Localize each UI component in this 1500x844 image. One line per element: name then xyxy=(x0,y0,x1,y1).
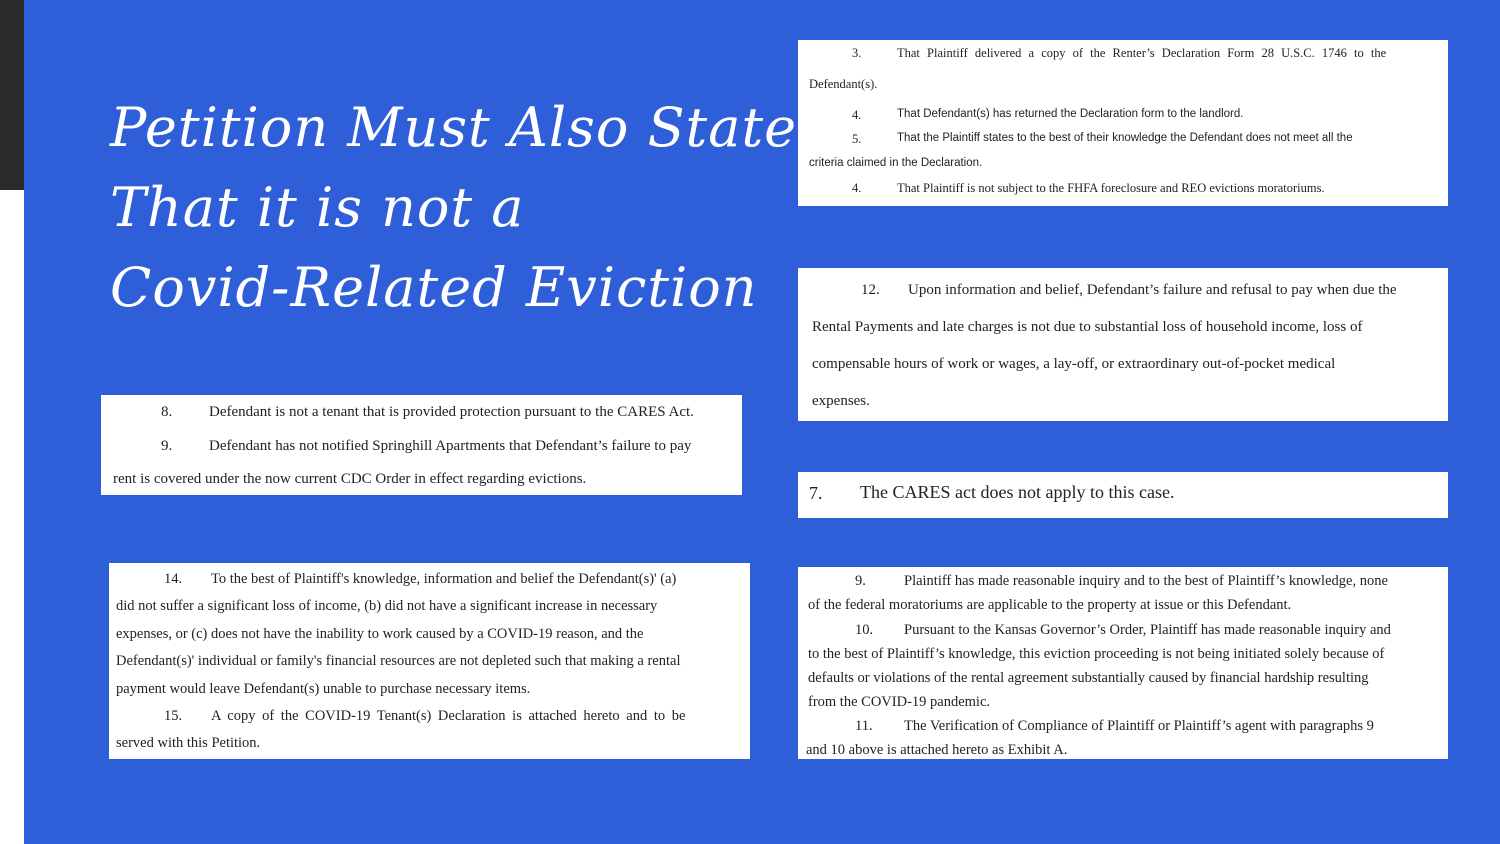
paragraph-number: 9. xyxy=(161,438,173,454)
paragraph-text: did not suffer a significant loss of income, (b) did not have a significant increase in necessary xyxy=(116,598,658,614)
paragraph-number: 5. xyxy=(852,132,862,146)
paragraph-number: 9. xyxy=(855,573,866,589)
paragraph-text: Rental Payments and late charges is not due to substantial loss of household income, loss of xyxy=(812,319,1363,335)
paragraph-text: That the Plaintiff states to the best of their knowledge the Defendant does not meet all the xyxy=(897,132,1353,144)
paragraph-number: 4. xyxy=(852,108,862,122)
excerpt-declaration-paragraphs xyxy=(798,40,1448,206)
paragraph-text: Pursuant to the Kansas Governor’s Order, Plaintiff has made reasonable inquiry and xyxy=(904,622,1391,638)
excerpt-cares-act-tenant xyxy=(101,395,742,495)
excerpt-plaintiff-knowledge-covid xyxy=(109,563,750,759)
paragraph-number: 15. xyxy=(164,708,183,724)
paragraph-text: payment would leave Defendant(s) unable to purchase necessary items. xyxy=(116,681,531,697)
slide-title xyxy=(110,88,798,328)
excerpt-cares-act-not-apply xyxy=(798,472,1448,518)
paragraph-text: compensable hours of work or wages, a lay-off, or extraordinary out-of-pocket medical xyxy=(812,356,1336,372)
paragraph-text: from the COVID-19 pandemic. xyxy=(808,694,991,710)
paragraph-text: Defendant(s)' individual or family's financial resources are not depleted such that making a rental xyxy=(116,653,681,669)
paragraph-text: and 10 above is attached hereto as Exhibit A. xyxy=(806,742,1068,758)
excerpt-federal-moratoriums xyxy=(798,567,1448,759)
paragraph-number: 7. xyxy=(809,483,823,503)
paragraph-number: 8. xyxy=(161,404,173,420)
paragraph-text: That Plaintiff delivered a copy of the Renter’s Declaration Form 28 U.S.C. 1746 to the xyxy=(897,46,1387,60)
left-edge-dark-strip xyxy=(0,0,24,190)
paragraph-number: 14. xyxy=(164,571,183,587)
paragraph-text: Defendant(s). xyxy=(809,77,878,91)
paragraph-text: of the federal moratoriums are applicable to the property at issue or this Defendant. xyxy=(808,597,1292,613)
paragraph-text: The CARES act does not apply to this case. xyxy=(860,482,1175,502)
left-edge-white-strip xyxy=(0,190,24,844)
paragraph-text: That Plaintiff is not subject to the FHFA foreclosure and REO evictions moratoriums. xyxy=(897,181,1325,195)
paragraph-number: 10. xyxy=(855,622,874,638)
excerpt-income-loss-paragraph xyxy=(798,268,1448,421)
paragraph-text: served with this Petition. xyxy=(116,735,261,751)
title-line-3: Covid-Related Eviction xyxy=(110,256,758,319)
paragraph-text: A copy of the COVID-19 Tenant(s) Declaration is attached hereto and to be xyxy=(211,708,686,724)
title-line-1: Petition Must Also State xyxy=(110,96,798,159)
paragraph-number: 12. xyxy=(861,282,880,298)
paragraph-number: 3. xyxy=(852,46,862,60)
paragraph-number: 11. xyxy=(855,718,873,734)
paragraph-text: Upon information and belief, Defendant’s failure and refusal to pay when due the xyxy=(908,282,1397,298)
paragraph-number: 4. xyxy=(852,181,862,195)
paragraph-text: expenses, or (c) does not have the inability to work caused by a COVID-19 reason, and the xyxy=(116,626,644,642)
title-line-2: That it is not a xyxy=(110,176,525,239)
paragraph-text: Defendant has not notified Springhill Apartments that Defendant’s failure to pay xyxy=(209,438,692,454)
paragraph-text: to the best of Plaintiff’s knowledge, this eviction proceeding is not being initiated solely because of xyxy=(808,646,1385,662)
paragraph-text: defaults or violations of the rental agreement substantially caused by financial hardship resulting xyxy=(808,670,1369,686)
paragraph-text: rent is covered under the now current CDC Order in effect regarding evictions. xyxy=(113,471,587,487)
paragraph-text: expenses. xyxy=(812,393,870,409)
paragraph-text: The Verification of Compliance of Plaintiff or Plaintiff’s agent with paragraphs 9 xyxy=(904,718,1374,734)
paragraph-text: Defendant is not a tenant that is provided protection pursuant to the CARES Act. xyxy=(209,404,694,420)
paragraph-text: To the best of Plaintiff's knowledge, information and belief the Defendant(s)' (a) xyxy=(211,571,677,587)
paragraph-text: Plaintiff has made reasonable inquiry and to the best of Plaintiff’s knowledge, none xyxy=(904,573,1388,589)
paragraph-text: criteria claimed in the Declaration. xyxy=(809,157,983,169)
paragraph-text: That Defendant(s) has returned the Declaration form to the landlord. xyxy=(897,108,1244,120)
